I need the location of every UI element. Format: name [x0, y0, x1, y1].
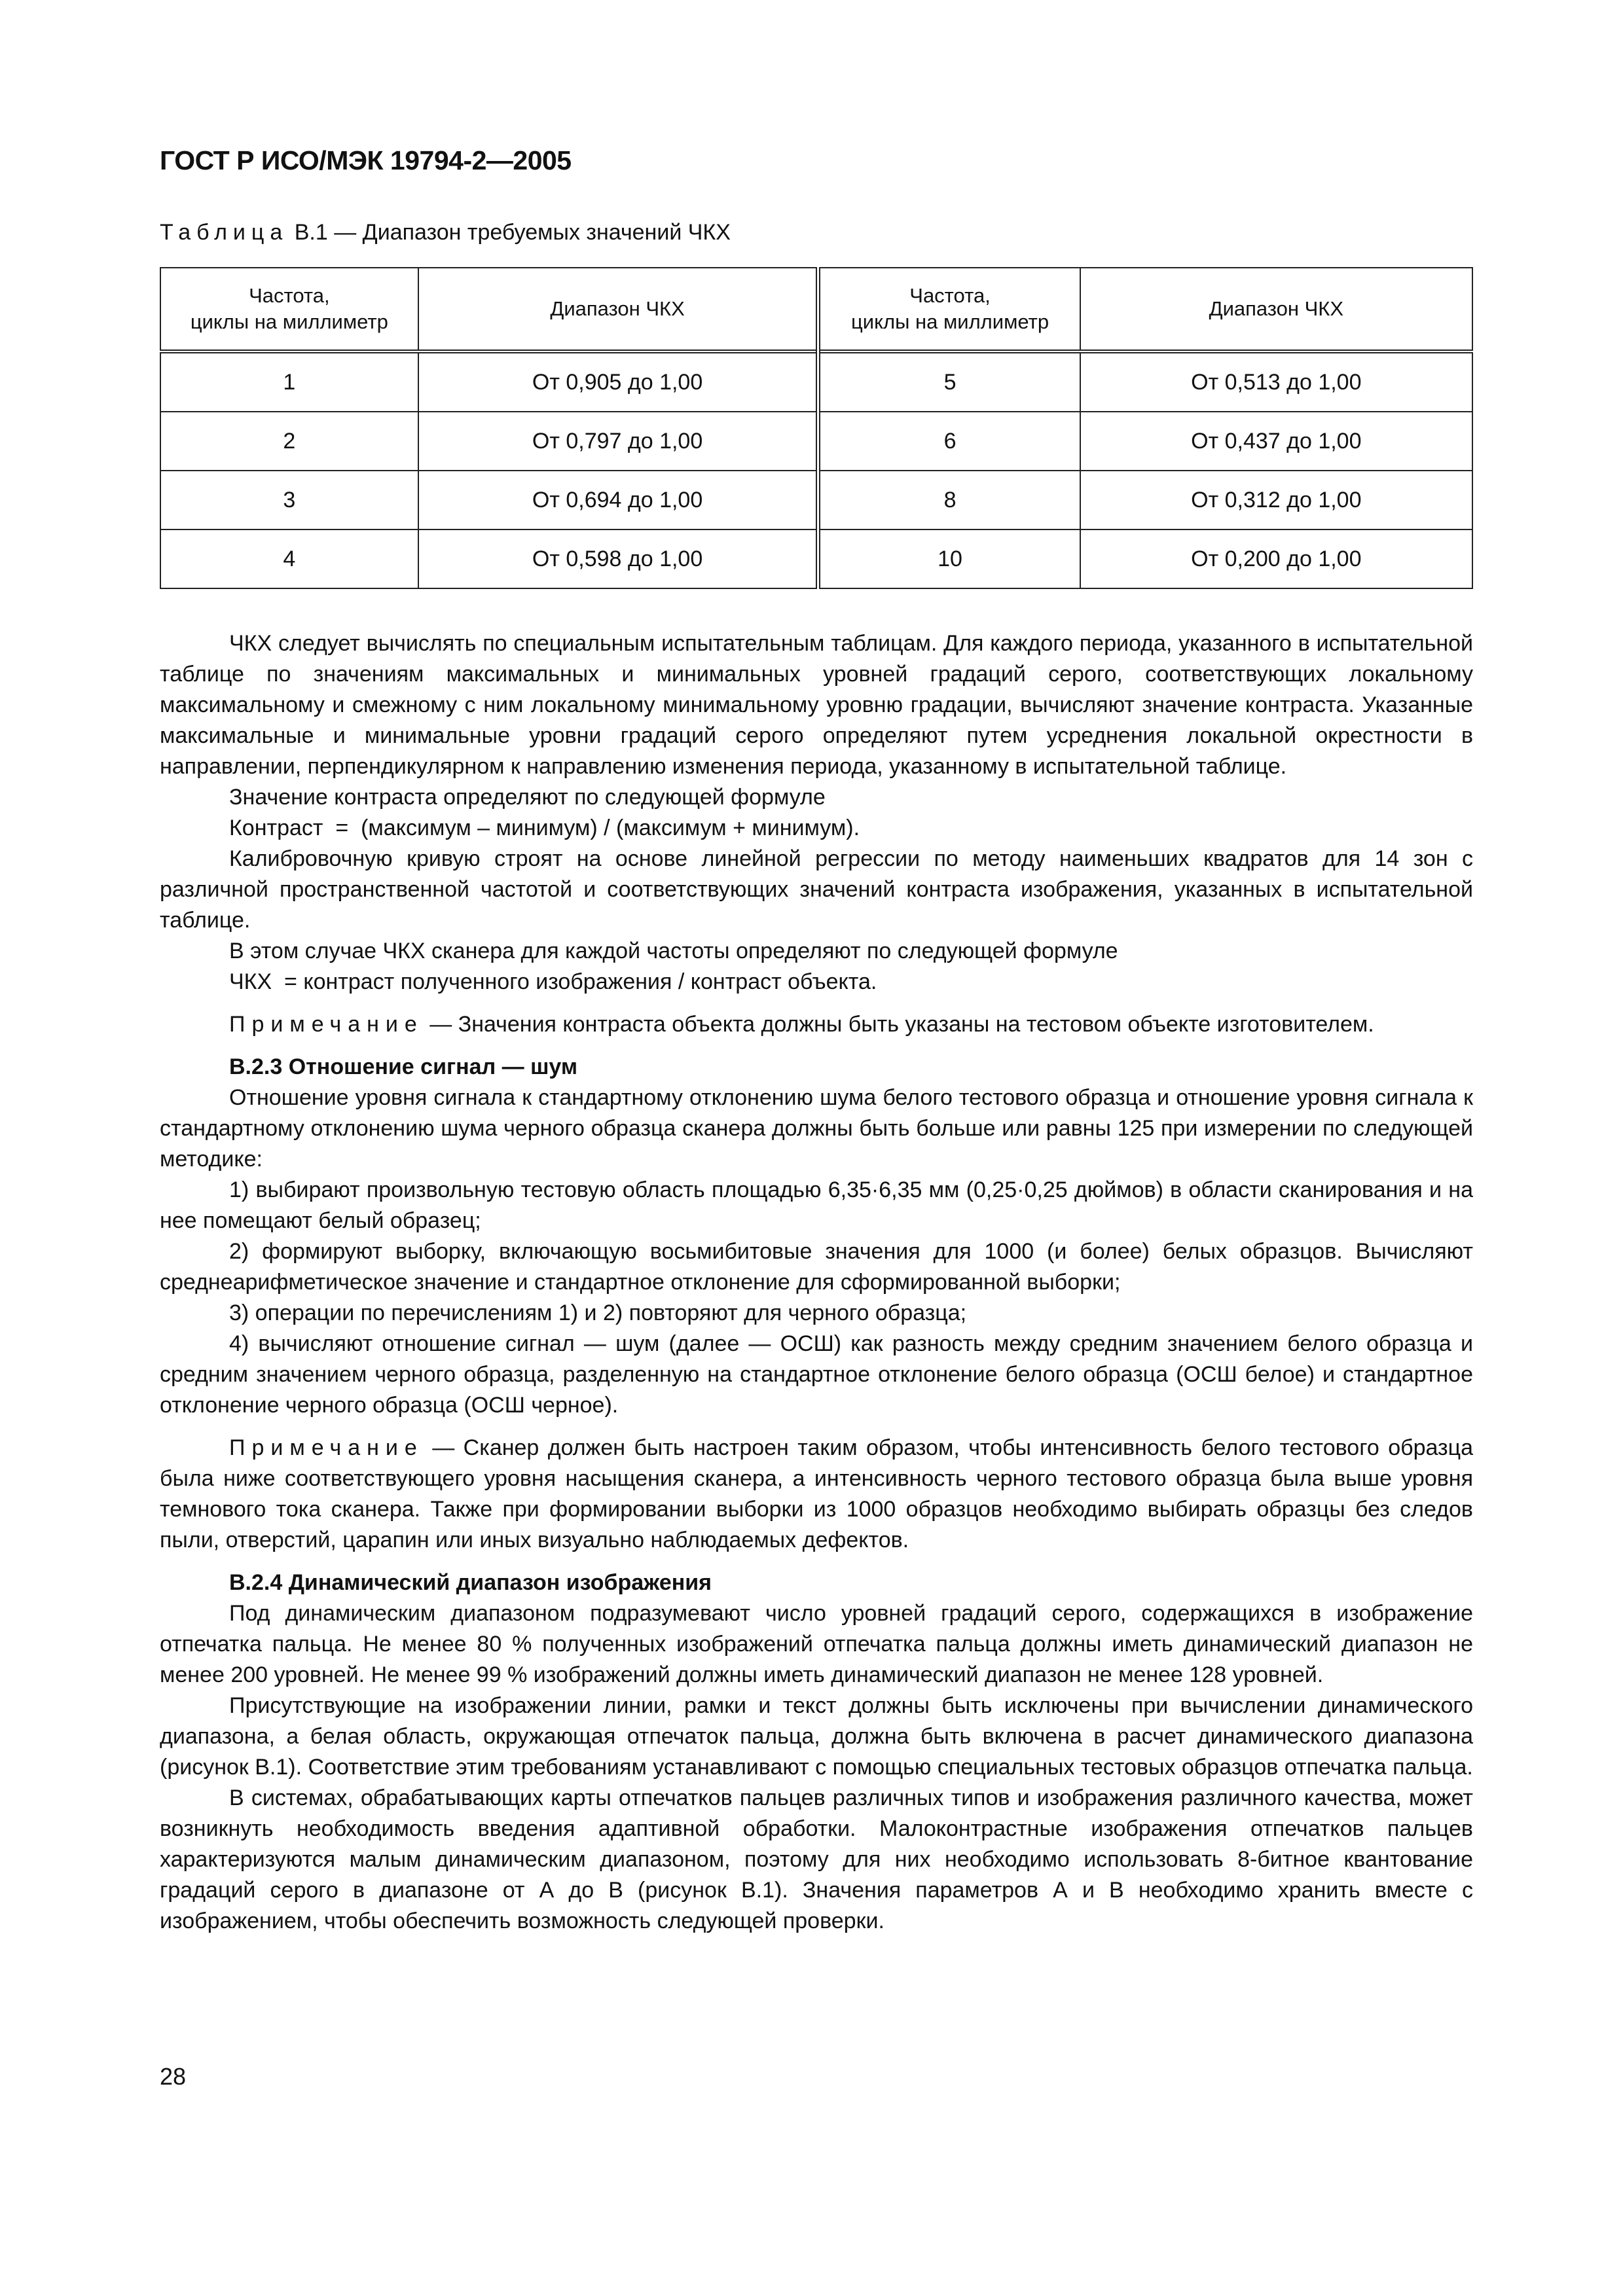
body-text	[160, 628, 1473, 1937]
table-row	[160, 351, 1472, 412]
header-frequency: Частота, циклы на миллиметр	[818, 268, 1080, 351]
table-cell: От 0,312 до 1,00	[1080, 471, 1472, 529]
table-cell: 10	[818, 529, 1080, 588]
mtf-range-table	[160, 267, 1473, 589]
list-item: 1) выбирают произвольную тестовую область площадью 6,35·6,35 мм (0,25·0,25 дюймов) в области сканирования и на нее помещают белый образец;	[160, 1177, 1473, 1233]
table-cell: От 0,905 до 1,00	[418, 351, 818, 412]
page-number: 28	[160, 2063, 187, 2090]
document-header: ГОСТ Р ИСО/МЭК 19794-2—2005	[160, 145, 572, 175]
paragraph: Калибровочную кривую строят на основе линейной регрессии по методу наименьших квадратов для 14 зон с различной пространственной частотой и соответствующих значений контраста изображения, указанных в испытательной таблице.	[160, 846, 1473, 933]
paragraph: В этом случае ЧКХ сканера для каждой частоты определяют по следующей формуле	[229, 939, 1118, 963]
table-cell: 6	[818, 412, 1080, 471]
table-cell: От 0,797 до 1,00	[418, 412, 818, 471]
table-header-row	[160, 268, 1472, 351]
formula-mtf: ЧКХ = контраст полученного изображения / контраст объекта.	[229, 969, 877, 994]
header-frequency: Частота, циклы на миллиметр	[160, 268, 418, 351]
list-item: 4) вычисляют отношение сигнал — шум (далее — ОСШ) как разность между средним значением белого образца и средним значением черного образца, разделенную на стандартное отклонение белого образца (ОСШ белое) и стандартное отклонение черного образца (ОСШ черное).	[160, 1331, 1473, 1418]
paragraph: Значение контраста определяют по следующей формуле	[229, 785, 826, 810]
note-label: Примечание	[229, 1012, 424, 1037]
table-caption-title: В.1 — Диапазон требуемых значений ЧКХ	[288, 220, 731, 245]
paragraph: Присутствующие на изображении линии, рамки и текст должны быть исключены при вычислении динамического диапазона, а белая область, окружающая отпечаток пальца, должна быть включена в расчет динамического диапазона (рисунок В.1). Соответствие этим требованиям устанавливают с помощью специальных тестовых образцов отпечатка пальца.	[160, 1693, 1473, 1780]
table-cell: 2	[160, 412, 418, 471]
list-item: 3) операции по перечислениям 1) и 2) повторяют для черного образца;	[229, 1300, 967, 1325]
table-caption	[160, 220, 731, 245]
table-caption-prefix: Таблица	[160, 220, 289, 245]
note-text: — Сканер должен быть настроен таким образом, чтобы интенсивность белого тестового образца была ниже соответствующего уровня насыщения сканера, а интенсивность черного тестового образца была выше уровня темнового тока сканера. Также при формировании выборки из 1000 образцов необходимо выбирать образцы без следов пыли, отверстий, царапин или иных визуально наблюдаемых дефектов.	[160, 1435, 1473, 1552]
formula-contrast: Контраст = (максимум – минимум) / (максимум + минимум).	[229, 816, 860, 840]
note	[160, 1433, 1473, 1556]
table-cell: 3	[160, 471, 418, 529]
note-text: — Значения контраста объекта должны быть указаны на тестовом объекте изготовителем.	[423, 1012, 1374, 1037]
table-row	[160, 471, 1472, 529]
table-row	[160, 412, 1472, 471]
header-mtf-range: Диапазон ЧКХ	[1080, 268, 1472, 351]
table-cell: 4	[160, 529, 418, 588]
note	[160, 1009, 1473, 1040]
note-label: Примечание	[229, 1435, 424, 1460]
table-cell: 8	[818, 471, 1080, 529]
table-cell: 1	[160, 351, 418, 412]
section-heading-b24: В.2.4 Динамический диапазон изображения	[229, 1570, 712, 1595]
header-mtf-range: Диапазон ЧКХ	[418, 268, 818, 351]
paragraph: Отношение уровня сигнала к стандартному отклонению шума белого тестового образца и отношение уровня сигнала к стандартному отклонению шума черного образца сканера должны быть больше или равны 125 при измерении по следующей методике:	[160, 1085, 1473, 1172]
paragraph: ЧКХ следует вычислять по специальным испытательным таблицам. Для каждого периода, указанного в испытательной таблице по значениям максимальных и минимальных уровней градаций серого, соответствующих локальному максимальному и смежному с ним локальному минимальному уровню градации, вычисляют значение контраста. Указанные максимальные и минимальные уровни градаций серого определяют путем усреднения локальной окрестности в направлении, перпендикулярном к направлению изменения периода, указанному в испытательной таблице.	[160, 631, 1473, 779]
paragraph: Под динамическим диапазоном подразумевают число уровней градаций серого, содержащихся в изображение отпечатка пальца. Не менее 80 % полученных изображений отпечатка пальца должны иметь динамический диапазон не менее 200 уровней. Не менее 99 % изображений должны иметь динамический диапазон не менее 128 уровней.	[160, 1601, 1473, 1687]
paragraph: В системах, обрабатывающих карты отпечатков пальцев различных типов и изображения различного качества, может возникнуть необходимость введения адаптивной обработки. Малоконтрастные изображения отпечатков пальцев характеризуются малым динамическим диапазоном, поэтому для них необходимо использовать 8-битное квантование градаций серого в диапазоне от А до В (рисунок В.1). Значения параметров А и В необходимо хранить вместе с изображением, чтобы обеспечить возможность следующей проверки.	[160, 1785, 1473, 1933]
table-row	[160, 529, 1472, 588]
table-cell: От 0,598 до 1,00	[418, 529, 818, 588]
table-cell: От 0,694 до 1,00	[418, 471, 818, 529]
table-cell: 5	[818, 351, 1080, 412]
table-cell: От 0,513 до 1,00	[1080, 351, 1472, 412]
section-heading-b23: В.2.3 Отношение сигнал — шум	[229, 1054, 578, 1079]
table-cell: От 0,200 до 1,00	[1080, 529, 1472, 588]
list-item: 2) формируют выборку, включающую восьмибитовые значения для 1000 (и более) белых образцов. Вычисляют среднеарифметическое значение и стандартное отклонение для сформированной выборки;	[160, 1239, 1473, 1295]
table-cell: От 0,437 до 1,00	[1080, 412, 1472, 471]
